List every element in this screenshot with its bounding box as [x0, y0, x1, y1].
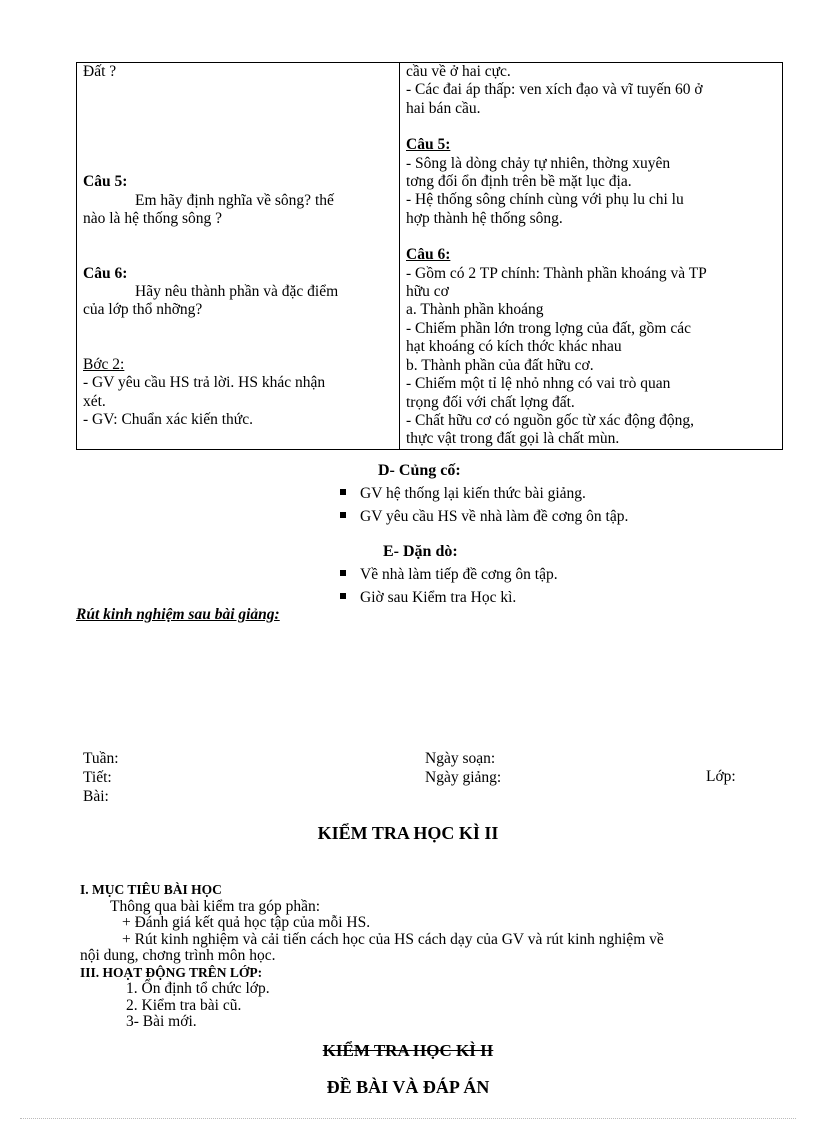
- question-6-line1: Hãy nêu thành phần và đặc điểm: [135, 283, 339, 301]
- text-line: hạt khoáng có kích thớc khác nhau: [406, 338, 622, 356]
- text-line: a. Thành phần khoáng: [406, 301, 544, 319]
- main-title: KIỂM TRA HỌC KÌ II: [317, 823, 499, 843]
- text-line: - Chiếm một tỉ lệ nhỏ nhng có vai trò quan: [406, 375, 671, 393]
- text-line: - Sông là dòng chảy tự nhiên, thờng xuyên: [406, 154, 671, 172]
- text-line: - Hệ thống sông chính cùng với phụ lu chi lu: [406, 191, 684, 209]
- bullet-square-icon: [340, 593, 346, 599]
- text-line: - Chất hữu cơ có nguồn gốc từ xác động động,: [406, 411, 695, 429]
- question-6-line2: của lớp thổ nhỡng?: [83, 301, 203, 319]
- page-bottom-divider: [20, 1118, 796, 1119]
- answer-6-label: Câu 6:: [406, 246, 451, 264]
- text-line: Đất ?: [83, 63, 117, 80]
- question-5-label: Câu 5:: [83, 173, 128, 191]
- question-5-line1: Em hãy định nghĩa về sông? thế: [135, 191, 334, 209]
- step-2-label: Bớc 2:: [83, 355, 125, 373]
- homework-item: Giờ sau Kiểm tra Học kì.: [340, 589, 516, 607]
- objectives-section: [80, 882, 785, 1031]
- class-label: Lớp:: [706, 768, 736, 785]
- teacher-step-1b: xét.: [83, 392, 106, 410]
- exam-answer-title: ĐỀ BÀI VÀ ĐÁP ÁN: [326, 1077, 490, 1097]
- lesson-table: [76, 62, 783, 450]
- objective-line: nội dung, chơng trình môn học.: [80, 947, 276, 964]
- activity-step: 1. Ổn định tổ chức lớp.: [126, 980, 270, 997]
- lesson-label: Bài:: [83, 788, 109, 805]
- question-6-label: Câu 6:: [83, 264, 128, 282]
- text-line: - Gồm có 2 TP chính: Thành phần khoáng và TP: [406, 264, 707, 282]
- question-column: [77, 63, 400, 450]
- bullet-square-icon: [340, 512, 346, 518]
- teacher-step-2: - GV: Chuẩn xác kiến thức.: [83, 411, 253, 429]
- consolidation-item: GV yêu cầu HS về nhà làm đề cơng ôn tập.: [340, 508, 628, 526]
- consolidation-heading: D- Củng cố:: [378, 462, 461, 479]
- teacher-step-1: - GV yêu cầu HS trả lời. HS khác nhận: [83, 374, 326, 392]
- week-label: Tuần:: [83, 750, 119, 767]
- activity-step: 3- Bài mới.: [126, 1013, 197, 1030]
- lesson-review-label: Rút kinh nghiệm sau bài giảng:: [76, 606, 280, 623]
- consolidation-item: GV hệ thống lại kiến thức bài giảng.: [340, 485, 586, 503]
- bullet-square-icon: [340, 570, 346, 576]
- activity-step: 2. Kiểm tra bài cũ.: [126, 996, 242, 1014]
- answer-5-label: Câu 5:: [406, 136, 451, 154]
- question-5-line2: nào là hệ thống sông ?: [83, 210, 223, 228]
- answer-column: [400, 63, 783, 450]
- activities-heading: III. HOẠT ĐỘNG TRÊN LỚP:: [80, 964, 263, 980]
- text-line: thực vật trong đất gọi là chất mùn.: [406, 430, 620, 448]
- text-line: cầu về ở hai cực.: [406, 63, 511, 80]
- homework-item: Về nhà làm tiếp đề cơng ôn tập.: [340, 566, 558, 584]
- bullet-square-icon: [340, 489, 346, 495]
- prep-date-label: Ngày soạn:: [425, 750, 496, 767]
- period-label: Tiết:: [83, 769, 112, 786]
- text-line: b. Thành phần của đất hữu cơ.: [406, 356, 594, 374]
- text-line: tơng đối ổn định trên bề mặt lục địa.: [406, 173, 632, 191]
- text-line: - Chiếm phần lớn trong lợng của đất, gồm các: [406, 319, 691, 337]
- objective-line: + Rút kinh nghiệm và cải tiến cách học của HS cách dạy của GV và rút kinh nghiệm về: [122, 930, 664, 948]
- info-middle: [425, 749, 501, 787]
- teach-date-label: Ngày giảng:: [425, 769, 502, 786]
- objectives-heading: I. MỤC TIÊU BÀI HỌC: [80, 882, 222, 897]
- text-line: - Các đai áp thấp: ven xích đạo và vĩ tuyến 60 ở: [406, 81, 703, 99]
- objective-line: + Đánh giá kết quả học tập của mỗi HS.: [122, 914, 371, 931]
- text-line: trọng đối với chất lợng đất.: [406, 393, 575, 411]
- text-line: hợp thành hệ thống sông.: [406, 209, 563, 227]
- objective-line: Thông qua bài kiểm tra góp phần:: [110, 897, 321, 915]
- text-line: hai bán cầu.: [406, 99, 481, 117]
- homework-heading: E- Dặn dò:: [383, 543, 458, 560]
- struck-title: KIỂM TRA HỌC KÌ II: [322, 1041, 494, 1060]
- text-line: hữu cơ: [406, 283, 449, 301]
- info-left: [83, 749, 119, 806]
